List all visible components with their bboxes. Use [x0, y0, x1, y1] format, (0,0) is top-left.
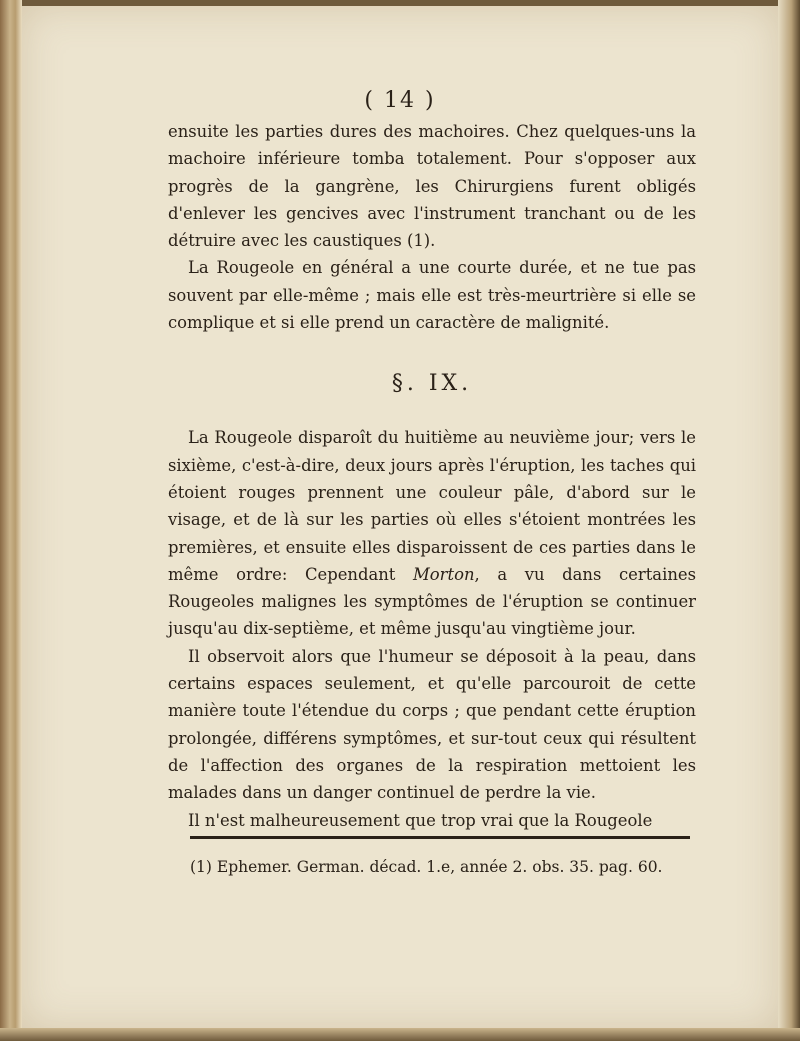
- paragraph-text: La Rougeole disparoît du huitième au neuvième jour; vers le sixième, c'est-à-dire, deux jours après l'éruption, les taches qui étoient rouges prennent une couleur pâle, d'abord sur le visage, et de là sur les parties où elles s'étoient montrées les premières, et ensuite elles disparoissent de ces parties dans le même ordre: Cependant: [168, 428, 696, 584]
- paragraph: La Rougeole en général a une courte durée, et ne tue pas souvent par elle-même ; mais elle est très-meurtrière si elle se complique et si elle prend un caractère de malignité.: [168, 258, 696, 333]
- page-number: ( 14 ): [364, 88, 436, 113]
- paragraph-text: , a vu dans certaines Rougeoles malignes les symptômes de l'éruption se continuer jusqu'au dix-septième, et même jusqu'au vingtième jour.: [168, 564, 696, 639]
- author-name: Morton: [413, 564, 475, 584]
- book-binding: [0, 0, 22, 1041]
- section-heading: §. IX.: [391, 371, 473, 397]
- paragraph: [168, 424, 696, 642]
- footnote-rule: [190, 836, 690, 839]
- page-edge: [778, 0, 800, 1041]
- page-bottom-edge: [0, 1028, 800, 1041]
- footnote: (1) Ephemer. German. décad. 1.e, année 2. obs. 35. pag. 60.: [190, 858, 663, 876]
- paragraph: Il n'est malheureusement que trop vrai que la Rougeole: [188, 810, 653, 830]
- paragraph: Il observoit alors que l'humeur se déposoit à la peau, dans certains espaces seulement, et qu'elle parcouroit de cette manière toute l'étendue du corps ; que pendant cette éruption prolongée, différens symptômes, et sur-tout ceux qui résultent de l'affection des organes de la respiration mettoient les malades dans un danger continuel de perdre la vie.: [168, 646, 696, 803]
- paragraph: ensuite les parties dures des machoires. Chez quelques-uns la machoire inférieure tomba totalement. Pour s'opposer aux progrès de la gangrène, les Chirurgiens furent obligés d'enlever les gencives avec l'instrument tranchant ou de les détruire avec les caustiques (1).: [168, 122, 696, 251]
- body-text: [168, 118, 696, 834]
